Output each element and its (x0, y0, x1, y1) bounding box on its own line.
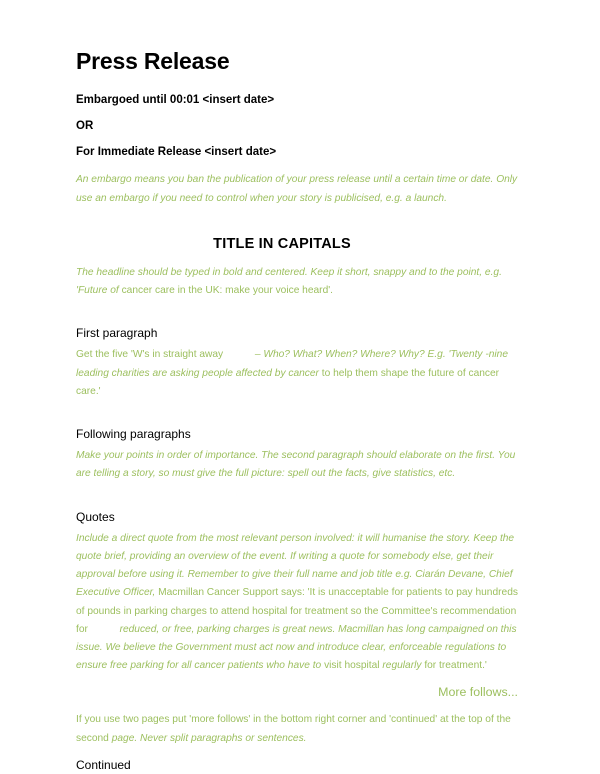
following-paragraphs-guidance-note: Make your points in order of importance. The second paragraph should elaborate on the first. You are telling a story, so must give the full picture: spell out the facts, give statistics, etc. (76, 450, 516, 480)
first-paragraph-heading: First paragraph (76, 326, 158, 341)
headline-note-plain-run: cancer care in the UK: make your voice heard'. (121, 284, 334, 296)
headline-note-italic-run: The headline should be typed in bold and centered. Keep it short, snappy and to the point, e.g. 'Future of (76, 266, 502, 296)
quotes-heading: Quotes (76, 509, 115, 524)
footer-note-plain-run: If you use two pages put 'more follows' in the bottom right corner and 'continued' at the top of the second (76, 714, 511, 744)
quotes-note-italic-run-1: Include a direct quote from the most relevant person involved: it will humanise the story. Keep the quote brief, providing an overview of the event. If writing a quote for somebody else, get their approval before using it. Remember to give their full name and job title e.g. Ciarán Devane, Chief Executive Officer, (76, 532, 515, 599)
continued-heading: Continued (76, 757, 131, 772)
embargo-heading: Embargoed until 00:01 <insert date> (76, 94, 275, 106)
quotes-note-italic-run-3: regularly (382, 660, 422, 672)
quotes-note-plain-run-1: Macmillan Cancer Support says: 'It is unacceptable for patients to pay hundreds of pounds in parking charges to attend hospital for treatment so the Committee's recommendation for (76, 587, 518, 635)
first-paragraph-note-italic-run: – Who? What? When? Where? Why? E.g. 'Twenty -nine leading charities are asking people affected by cancer (76, 349, 508, 379)
quotes-note-italic-run-2: reduced, or free, parking charges is great news. Macmillan has long campaigned on this issue. We believe the Government must act now and introduce clear, enforceable regulations to ensure free parking for all cancer patients who have to (76, 623, 517, 672)
quotes-note-plain-run-3: for treatment.' (424, 660, 487, 672)
headline-guidance-note (76, 264, 520, 300)
two-pages-guidance-note (76, 711, 520, 747)
more-follows-marker: More follows... (438, 685, 518, 700)
quotes-guidance-note (76, 530, 520, 675)
first-paragraph-guidance-note (76, 346, 520, 400)
headline-placeholder: TITLE IN CAPITALS (213, 235, 351, 252)
footer-note-italic-run: page. Never split paragraphs or sentences. (111, 732, 307, 744)
immediate-release-heading: For Immediate Release <insert date> (76, 145, 277, 158)
first-paragraph-note-plain-run-2: to help them shape the future of cancer care.' (76, 367, 500, 397)
following-paragraphs-heading: Following paragraphs (76, 426, 191, 441)
quotes-note-plain-run-2: visit hospital (324, 660, 383, 672)
or-separator: OR (76, 119, 94, 132)
page-title: Press Release (76, 48, 230, 74)
first-paragraph-note-plain-run-1: Get the five 'W's in straight away (76, 349, 224, 361)
embargo-guidance-note: An embargo means you ban the publication of your press release until a certain time or date. Only use an embargo if you need to control when your story is publicised, e.g. a launch. (76, 174, 518, 204)
